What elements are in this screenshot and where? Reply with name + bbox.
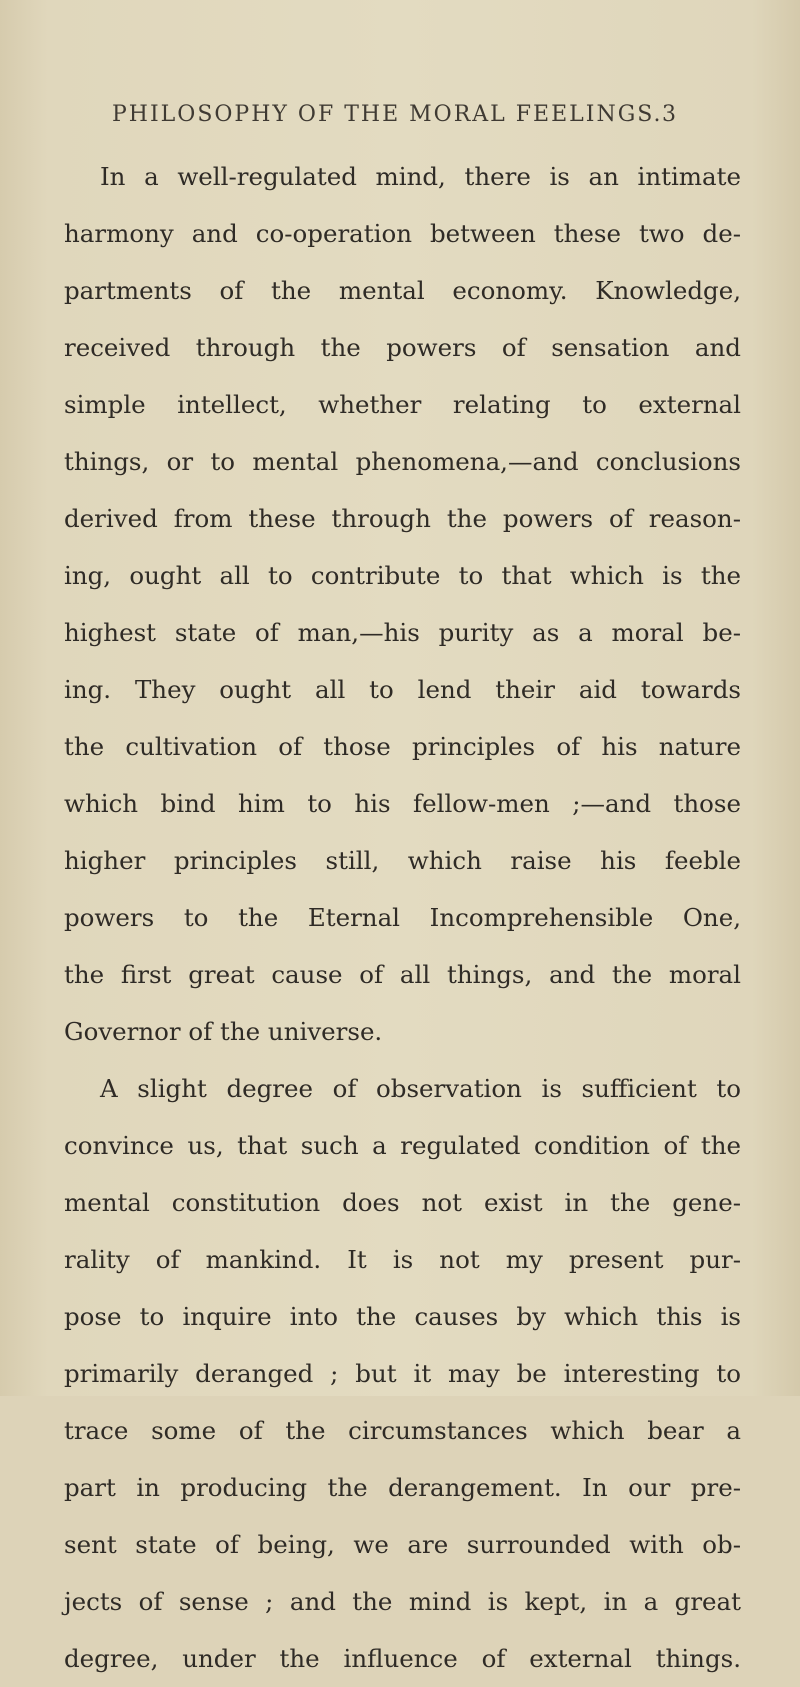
paragraph-1-line: which bind him to his fellow-men ;—and those [64, 789, 741, 818]
paragraph-2-line: primarily deranged ; but it may be interesting to [64, 1359, 741, 1388]
paragraph-2-line: jects of sense ; and the mind is kept, in a great [64, 1587, 741, 1616]
paragraph-1-line: partments of the mental economy. Knowledge, [64, 276, 741, 305]
paragraph-1-line: ing. They ought all to lend their aid towards [64, 675, 741, 704]
paragraph-2-line: convince us, that such a regulated condition of the [64, 1131, 741, 1160]
paragraph-2-line: sent state of being, we are surrounded with ob- [64, 1530, 741, 1559]
running-title: PHILOSOPHY OF THE MORAL FEELINGS. [112, 102, 663, 127]
paragraph-1-line: the first great cause of all things, and the moral [64, 960, 741, 989]
paragraph-1-line: highest state of man,—his purity as a moral be- [64, 618, 741, 647]
paragraph-1-line: received through the powers of sensation and [64, 333, 741, 362]
paragraph-2-line: part in producing the derangement. In our pre- [64, 1473, 741, 1502]
paragraph-1-line: harmony and co-operation between these two de- [64, 219, 741, 248]
paragraph-2-line: trace some of the circumstances which bear a [64, 1416, 741, 1445]
paragraph-1-line: things, or to mental phenomena,—and conclusions [64, 447, 741, 476]
paragraph-1-line: higher principles still, which raise his feeble [64, 846, 741, 875]
paragraph-2-line: pose to inquire into the causes by which this is [64, 1302, 741, 1331]
paragraph-1-line: In a well-regulated mind, there is an intimate [100, 162, 741, 191]
body-text [64, 148, 741, 1687]
paragraph-1-line: ing, ought all to contribute to that which is the [64, 561, 741, 590]
paragraph-1-line: powers to the Eternal Incomprehensible One, [64, 903, 741, 932]
paragraph-1-line: simple intellect, whether relating to external [64, 390, 741, 419]
running-header [112, 102, 678, 132]
page-number: 3 [662, 102, 678, 127]
paragraph-1-line: the cultivation of those principles of his nature [64, 732, 741, 761]
paragraph-2-line: A slight degree of observation is sufficient to [100, 1074, 741, 1103]
paragraph-2-line: rality of mankind. It is not my present pur- [64, 1245, 741, 1274]
paragraph-2-line: degree, under the influence of external things. [64, 1644, 741, 1673]
paragraph-2-line: mental constitution does not exist in the gene- [64, 1188, 741, 1217]
paragraph-1-line: derived from these through the powers of reason- [64, 504, 741, 533]
paragraph-1-line: Governor of the universe. [64, 1017, 383, 1046]
